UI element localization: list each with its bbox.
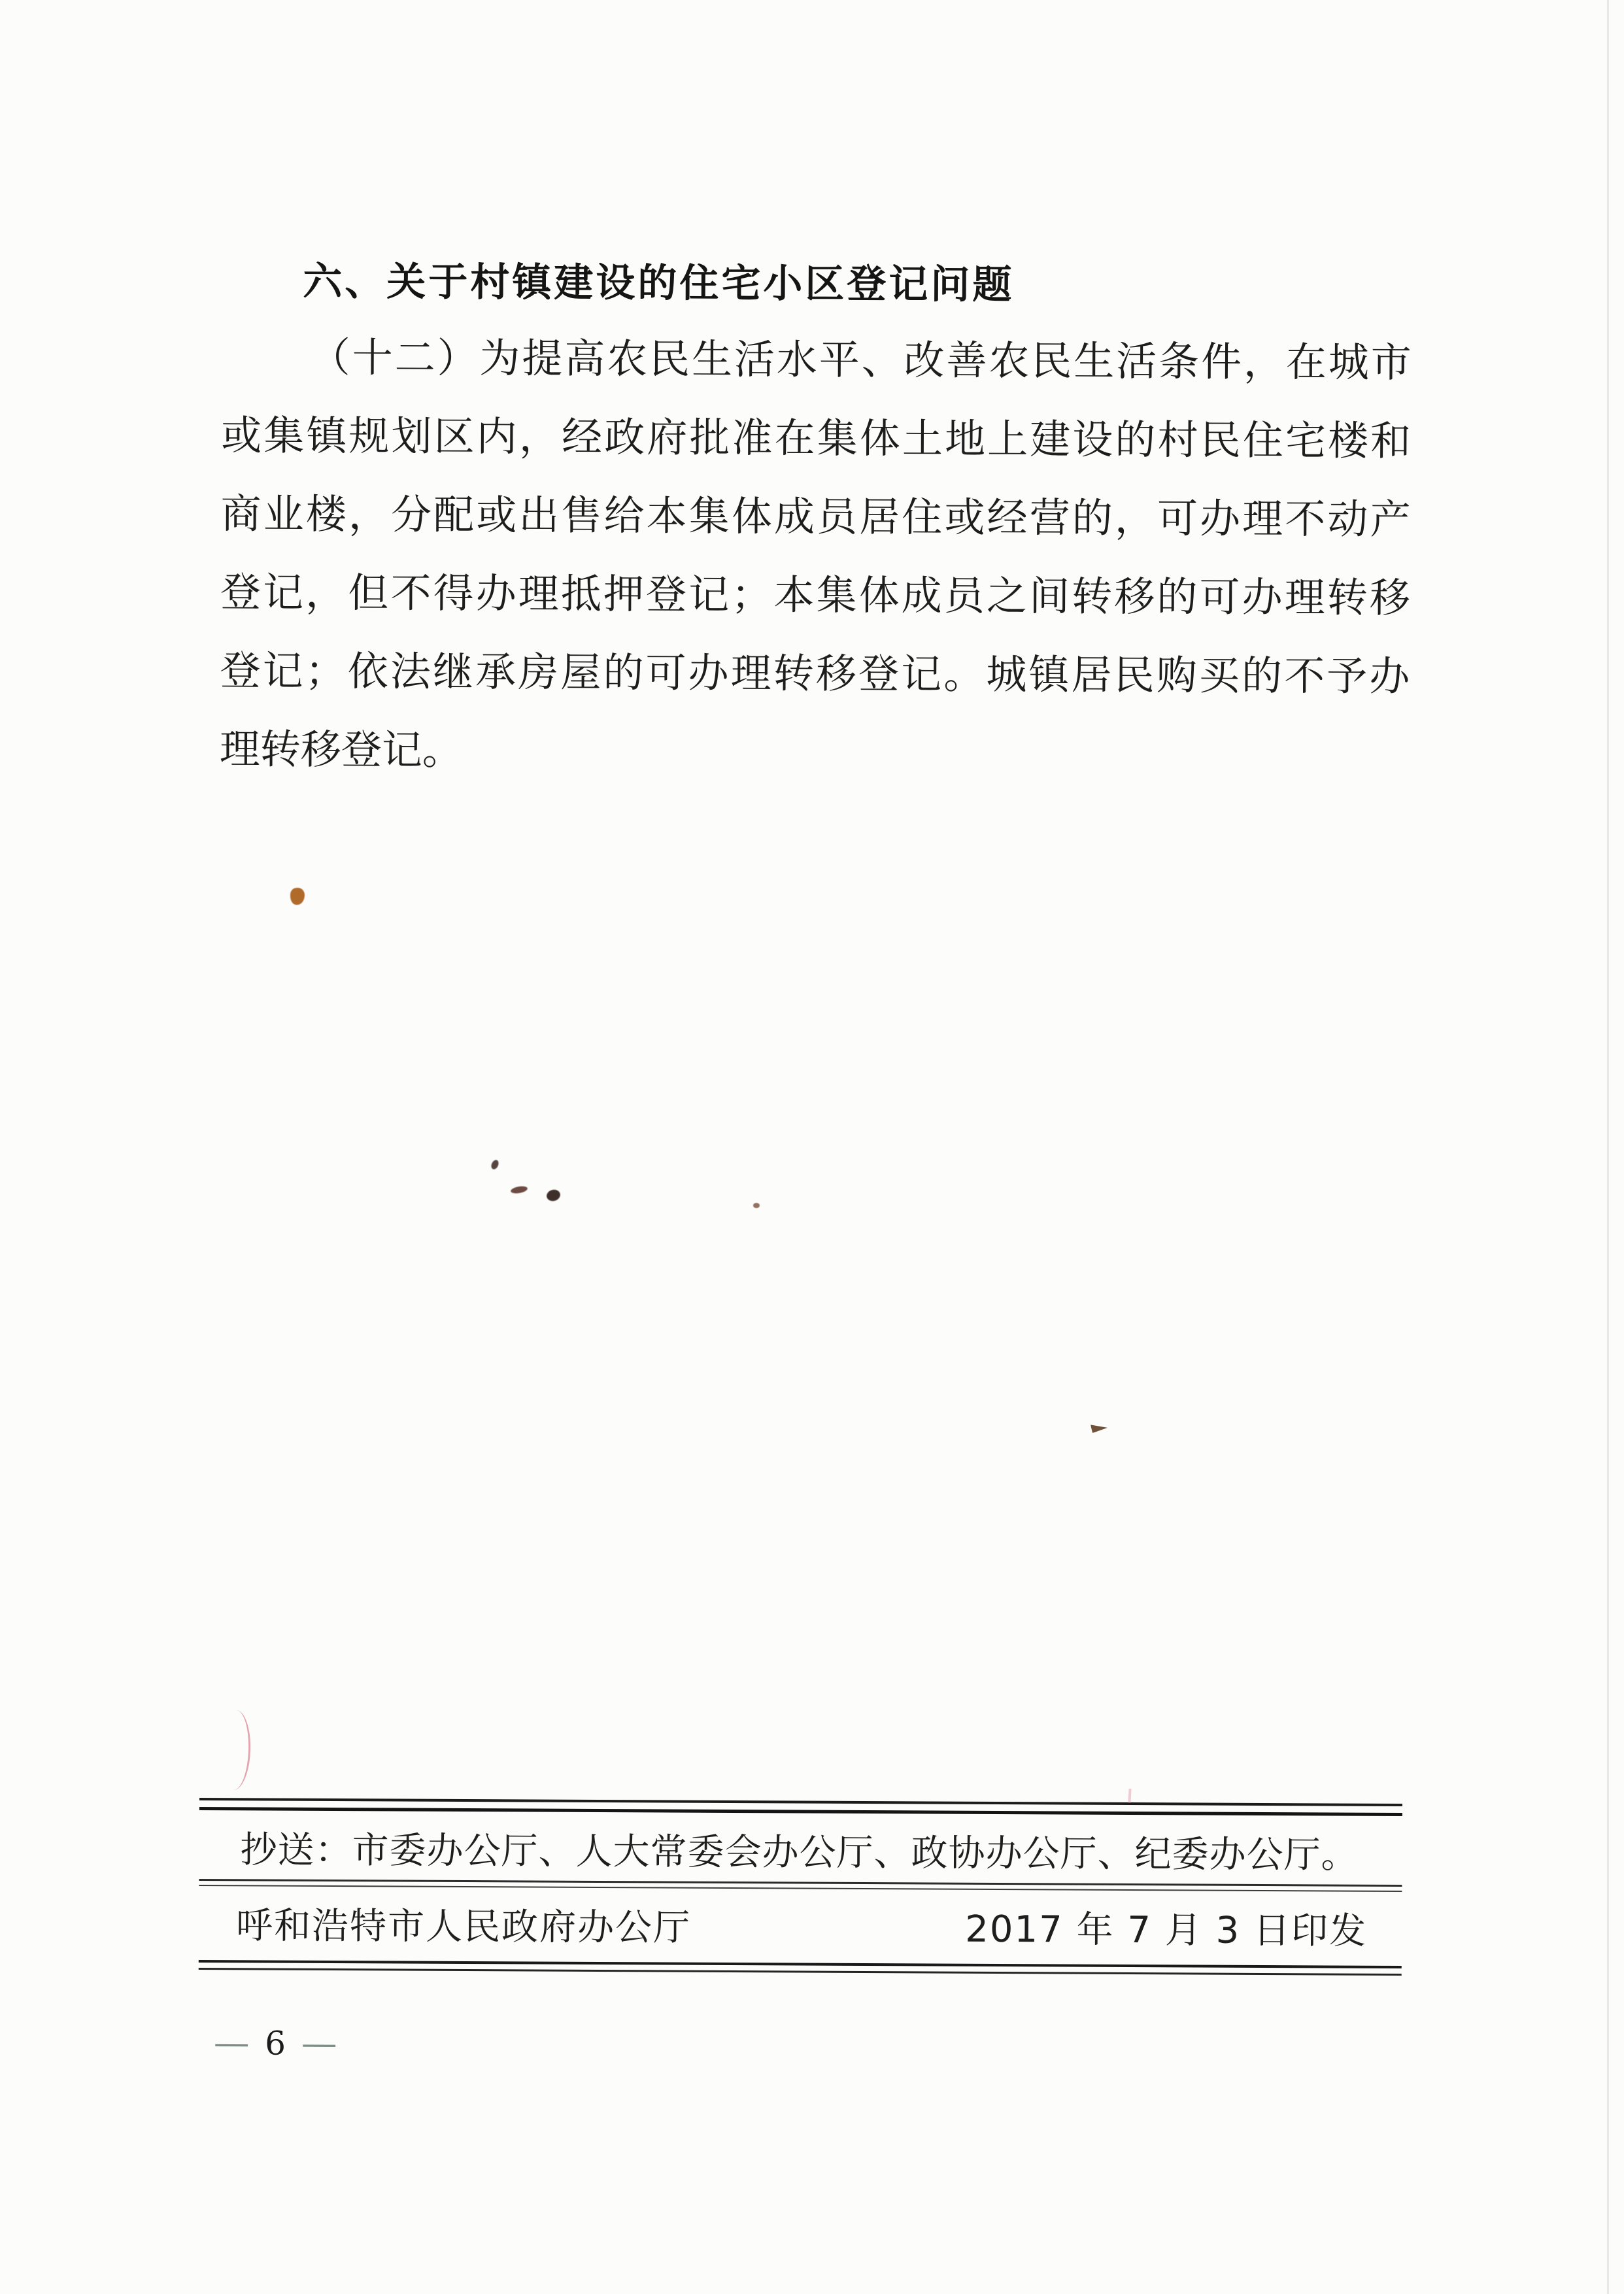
page-number-right-dash: — (301, 2025, 337, 2062)
paragraph-line: （十二）为提高农民生活水平、改善农民生活条件，在城市 (309, 333, 1412, 387)
issuer-row (236, 1901, 1367, 1956)
footer-divider-bottom (199, 1960, 1402, 1976)
page-number-left-dash: — (213, 2025, 250, 2061)
footer-divider-top (199, 1798, 1402, 1816)
footer-divider-middle (199, 1879, 1402, 1892)
scan-stain-fleck (753, 1203, 760, 1208)
paragraph (220, 318, 1412, 794)
scan-page-edge-line (1607, 0, 1609, 2294)
print-date: 2017 年 7 月 3 日印发 (965, 1908, 1368, 1953)
paragraph-line: 登记，但不得办理抵押登记；本集体成员之间转移的可办理转移 (220, 568, 1411, 622)
paragraph-line: 或集镇规划区内，经政府批准在集体土地上建设的村民住宅楼和 (221, 411, 1412, 465)
paragraph-line: 商业楼，分配或出售给本集体成员居住或经营的，可办理不动产 (220, 490, 1411, 544)
cc-distribution-line: 抄送：市委办公厅、人大常委会办公厅、政协办公厅、纪委办公厅。 (240, 1829, 1359, 1877)
paragraph-line: 理转移登记。 (219, 725, 464, 774)
paragraph-line: 登记；依法继承房屋的可办理转移登记。城镇居民购买的不予办 (220, 647, 1410, 701)
issuing-office: 呼和浩特市人民政府办公厅 (235, 1904, 692, 1949)
page-number (213, 2024, 337, 2063)
page-number-value: 6 (265, 2024, 286, 2063)
section-heading: 六、关于村镇建设的住宅小区登记问题 (303, 258, 1015, 309)
